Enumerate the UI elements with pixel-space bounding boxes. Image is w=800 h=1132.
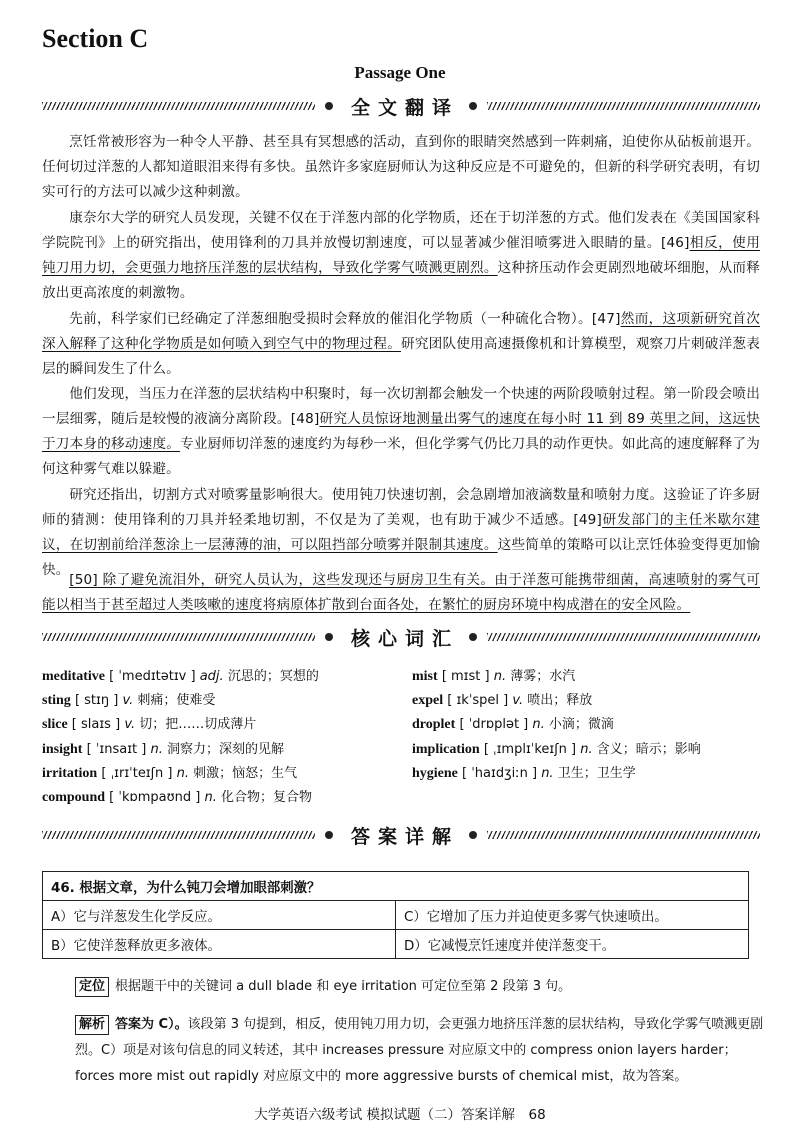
vocab-item: [412, 713, 772, 737]
vocab-pos: n.: [150, 741, 163, 757]
divider-hatch: [487, 633, 760, 641]
vocab-item: [42, 713, 402, 737]
paragraph-text: 研究团队使用高速摄像机和计算模型，观察刀片刺破洋葱表层的瞬间发生了什么。: [42, 336, 761, 377]
vocab-meaning: 喷出；释放: [527, 693, 593, 709]
paragraph-2: [42, 206, 760, 306]
options-row: [43, 930, 749, 959]
underlined-sentence-50: [50] 除了避免流泪外，研究人员认为，这些发现还与厨房卫生有关。由于洋葱可能携带细菌，高速喷射的雾气可能以相当于甚至超过人类咳嗽的速度将病原体扩散到台面各处，在繁忙的厨房环境中构成潜在的安全风险。: [42, 572, 760, 613]
vocab-word: mist: [412, 669, 438, 684]
vocab-word: compound: [42, 790, 106, 806]
vocab-phonetic: [ mɪst ]: [441, 669, 490, 684]
vocab-meaning: 薄雾；水汽: [510, 669, 576, 684]
vocab-phonetic: [ ˌɪrɪˈteɪʃn ]: [101, 765, 173, 781]
vocab-pos: n.: [532, 717, 545, 733]
paragraph-4: [42, 382, 760, 482]
vocab-meaning: 洞察力；深刻的见解: [166, 741, 284, 757]
vocab-item: [42, 689, 402, 713]
vocab-item: [412, 762, 772, 786]
vocab-meaning: 刺痛；使难受: [137, 693, 216, 709]
divider-vocabulary: [42, 626, 760, 648]
option-c: C）它增加了压力并迫使更多雾气快速喷出。: [396, 901, 749, 930]
divider-hatch: [487, 102, 760, 110]
vocab-phonetic: [ ˈɪnsaɪt ]: [86, 741, 147, 757]
analysis-tag: 解析: [75, 1015, 109, 1035]
vocab-item: [42, 738, 402, 762]
passage-title: Passage One: [354, 63, 446, 82]
underlined-sentence-48: 研究人员惊讶地测量出雾气的速度在每小时 11 到 89 英里之间，这远快于刀本身的移动速度。: [42, 411, 761, 452]
vocab-word: hygiene: [412, 765, 458, 781]
vocab-pos: adj.: [199, 669, 224, 684]
paragraph-3: [42, 307, 760, 382]
paragraph-text: 这些简单的策略可以让烹饪体验变得更加愉快。: [42, 537, 760, 578]
underlined-sentence-47: 然而，这项新研究首次深入解释了这种化学物质是如何喷入到空气中的物理过程。: [42, 311, 760, 352]
vocab-meaning: 化合物；复合物: [221, 790, 313, 806]
vocab-pos: v.: [122, 693, 134, 709]
vocab-item: [412, 665, 772, 689]
vocab-pos: n.: [541, 765, 554, 781]
underlined-sentence-46: 相反，使用钝刀用力切，会更强力地挤压洋葱的层状结构，导致化学雾气喷溅更剧烈。: [42, 235, 760, 276]
vocab-meaning: 切；把……切成薄片: [139, 717, 257, 733]
divider-dot: [325, 633, 333, 641]
analysis-note: [75, 1012, 765, 1090]
vocab-phonetic: [ slaɪs ]: [71, 717, 121, 733]
vocab-phonetic: [ ˈdrɒplət ]: [459, 717, 529, 733]
analysis-text: 该段第 3 句提到，相反，使用钝刀用力切，会更强力地挤压洋葱的层状结构，导致化学雾气喷溅更剧烈。C）项是对该句信息的同义转述，其中 increases pressure 对应原文中的 compress onion layers harder；forces more mist out rapidly 对应原文中的 more aggressive bursts of chemical mist，故为答案。: [75, 1017, 764, 1084]
paragraph-text: 这种挤压动作会更剧烈地破坏细胞，从而释放出更高浓度的刺激物。: [42, 260, 760, 301]
question-stem: 46. 根据文章，为什么钝刀会增加眼部刺激？: [43, 872, 749, 901]
vocab-pos: n.: [176, 765, 189, 781]
option-a: A）它与洋葱发生化学反应。: [43, 901, 396, 930]
heading-vocabulary: 核心词汇: [351, 627, 460, 650]
vocab-item: [412, 689, 772, 713]
divider-hatch: [42, 831, 315, 839]
vocab-word: irritation: [42, 765, 98, 781]
vocab-word: slice: [42, 717, 68, 733]
underlined-sentence-49: 研发部门的主任米歇尔建议，在切割前给洋葱涂上一层薄薄的油，可以阻挡部分喷雾并限制其速度。: [42, 512, 760, 553]
option-d: D）它减慢烹饪速度并使洋葱变干。: [396, 930, 749, 959]
vocab-meaning: 沉思的；冥想的: [227, 669, 319, 684]
vocab-word: droplet: [412, 717, 456, 733]
vocab-word: insight: [42, 741, 83, 757]
divider-answers: [42, 824, 760, 846]
vocab-phonetic: [ ˌɪmplɪˈkeɪʃn ]: [483, 741, 577, 757]
vocab-phonetic: [ stɪŋ ]: [74, 693, 119, 709]
divider-dot: [469, 831, 477, 839]
paragraph-text: 烹饪常被形容为一种令人平静、甚至具有冥想感的活动，直到你的眼睛突然感到一阵刺痛，迫使你从砧板前退开。任何切过洋葱的人都知道眼泪来得有多快。虽然许多家庭厨师认为这种反应是不可避免的，但新的科学研究表明，有切实可行的方法可以减少这种刺激。: [42, 134, 760, 200]
paragraph-text: 他们发现，当压力在洋葱的层状结构中积聚时，每一次切割都会触发一个快速的两阶段喷射过程。第一阶段会喷出一层细雾，随后是较慢的液滴分离阶段。[48]: [42, 386, 760, 427]
divider-dot: [469, 102, 477, 110]
vocab-item: [412, 738, 772, 762]
divider-hatch: [42, 102, 315, 110]
divider-hatch: [42, 633, 315, 641]
question-stem-row: [43, 872, 749, 901]
divider-dot: [325, 102, 333, 110]
paragraph-6: [42, 568, 760, 618]
option-b: B）它使洋葱释放更多液体。: [43, 930, 396, 959]
vocab-meaning: 含义；暗示；影响: [596, 741, 701, 757]
paragraph-1: [42, 130, 760, 205]
paragraph-text: 先前，科学家们已经确定了洋葱细胞受损时会释放的催泪化学物质（一种硫化合物）。[47]: [69, 311, 621, 327]
vocab-phonetic: [ ɪkˈspel ]: [447, 693, 509, 709]
paragraph-text: 康奈尔大学的研究人员发现，关键不仅在于洋葱内部的化学物质，还在于切洋葱的方式。他们发表在《美国国家科学院院刊》上的研究指出，使用锋利的刀具并放慢切割速度，可以显著减少催泪喷雾进入眼睛的量。[46]: [42, 210, 760, 251]
vocab-pos: n.: [580, 741, 593, 757]
vocab-meaning: 刺激；恼怒；生气: [193, 765, 298, 781]
heading-translation: 全文翻译: [351, 96, 460, 119]
vocab-pos: n.: [204, 790, 217, 806]
locate-tag: 定位: [75, 977, 109, 997]
paragraph-text: 专业厨师切洋葱的速度约为每秒一米，但化学雾气仍比刀具的动作更快。如此高的速度解释了为何这种雾气难以躲避。: [42, 436, 760, 477]
locate-text: 根据题干中的关键词 a dull blade 和 eye irritation 可定位至第 2 段第 3 句。: [115, 979, 572, 994]
question-table: [42, 871, 749, 959]
vocab-phonetic: [ ˈkɒmpaʊnd ]: [109, 790, 201, 806]
vocab-item: [42, 665, 402, 689]
divider-dot: [469, 633, 477, 641]
vocab-item: [42, 762, 402, 786]
divider-translation: [42, 95, 760, 117]
vocab-meaning: 小滴；微滴: [548, 717, 614, 733]
vocab-pos: n.: [493, 669, 507, 684]
divider-hatch: [487, 831, 760, 839]
vocab-pos: v.: [512, 693, 524, 709]
heading-answers: 答案详解: [351, 825, 460, 848]
vocab-word: expel: [412, 693, 444, 709]
paragraph-text: 研究还指出，切割方式对喷雾量影响很大。使用钝刀快速切割，会急剧增加液滴数量和喷射力度。这验证了许多厨师的猜测：使用锋利的刀具并轻柔地切割，不仅是为了美观，也有助于减少不适感。[49]: [42, 487, 760, 528]
vocab-pos: v.: [124, 717, 136, 733]
vocab-phonetic: [ ˈmedɪtətɪv ]: [109, 669, 196, 684]
vocabulary-list-left: [42, 665, 402, 810]
section-title: Section C: [42, 24, 149, 53]
analysis-answer: 答案为 C）。: [115, 1017, 188, 1032]
page-footer: 大学英语六级考试 模拟试题（二）答案详解 68: [254, 1107, 546, 1123]
vocabulary-list-right: [412, 665, 772, 786]
vocab-item: [42, 786, 402, 810]
locate-note: [75, 974, 765, 1000]
vocab-word: implication: [412, 741, 480, 757]
vocab-word: sting: [42, 693, 71, 709]
divider-dot: [325, 831, 333, 839]
vocab-meaning: 卫生；卫生学: [557, 765, 636, 781]
options-row: [43, 901, 749, 930]
vocab-phonetic: [ ˈhaɪdʒiːn ]: [462, 765, 538, 781]
vocab-word: meditative: [42, 669, 105, 684]
